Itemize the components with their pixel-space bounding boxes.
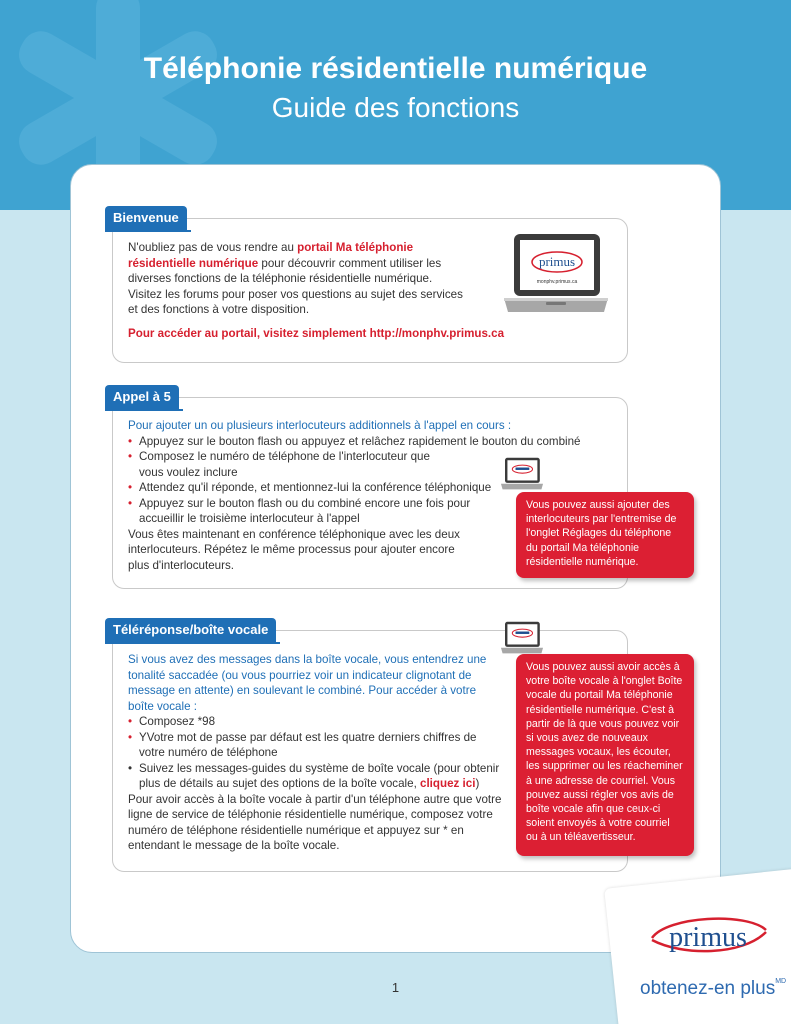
- appel-content: [128, 418, 581, 573]
- laptop-icon: [498, 621, 546, 655]
- bullet3-text-a: Suivez les messages-guides du système de boîte vocale (pour obtenir plus de détails au sujet des options de la boîte vocale,: [139, 761, 500, 790]
- cliquez-ici-link[interactable]: cliquez ici: [420, 777, 476, 790]
- boite-vocale-intro: Si vous avez des messages dans la boîte vocale, vous entendrez une tonalité saccadée (ou vous pourriez voir un indicateur clignotant de message en attente) en soulevant le combiné. Pour accéder à votre boîte vocale :: [128, 653, 487, 713]
- bullet3-text-b: ): [475, 777, 480, 790]
- portal-url-line[interactable]: Pour accéder au portail, visitez simplement http://monphv.primus.ca: [128, 327, 505, 340]
- bienvenue-text-b: pour découvrir comment utiliser les diverses fonctions de la téléphonie résidentielle numérique.: [128, 256, 442, 285]
- appel-note: Vous pouvez aussi ajouter des interlocuteurs par l'entremise de l'onglet Réglages du téléphone du portail Ma téléphonie résidentielle numérique.: [516, 492, 694, 578]
- list-item: [128, 761, 503, 792]
- boite-vocale-content: [128, 652, 503, 854]
- page-title: Téléphonie résidentielle numérique: [143, 52, 648, 85]
- tagline-mark: MD: [775, 978, 787, 985]
- laptop-icon: [500, 232, 612, 316]
- bienvenue-forums-text: Visitez les forums pour poser vos questions au sujet des services et des fonctions à votre disposition.: [128, 287, 463, 316]
- appel-outro: Vous êtes maintenant en conférence téléphonique avec les deux interlocuteurs. Répétez le même processus pour ajouter encore plus d'interlocuteurs.: [128, 527, 460, 572]
- primus-logo: [642, 910, 772, 960]
- list-item: • Appuyez sur le bouton flash ou appuyez et relâchez rapidement le bouton du combiné: [128, 434, 598, 450]
- bienvenue-text-a: N'oubliez pas de vous rendre au: [128, 241, 298, 254]
- list-item: • Composez le numéro de téléphone de l'interlocuteur que vous voulez inclure: [128, 449, 438, 480]
- tab-appel: Appel à 5: [105, 385, 179, 409]
- boite-vocale-note: Vous pouvez aussi avoir accès à votre boîte vocale à l'onglet Boîte vocale du portail Ma téléphonie résidentielle numérique. C'est à partir de là que vous pouvez voir si vous avez de nouveaux messages vocaux, les écouter, les supprimer ou les réacheminer à une adresse de courriel. Vous pouvez aussi régler vos avis de boîte vocale afin que ceux-ci soient envoyés à votre courriel ou à un téléavertisseur.: [516, 654, 694, 856]
- tagline-text: obtenez-en plus: [640, 978, 776, 999]
- list-item: • YVotre mot de passe par défaut est les quatre derniers chiffres de votre numéro de téléphone: [128, 730, 503, 761]
- boite-vocale-outro: Pour avoir accès à la boîte vocale à partir d'un téléphone autre que votre ligne de service de téléphonie résidentielle numérique, composez votre numéro de téléphone résidentielle numérique et appuyez sur * en entendant le message de la boîte vocale.: [128, 792, 502, 852]
- appel-list: [128, 434, 581, 527]
- page-subtitle: Guide des fonctions: [271, 92, 520, 123]
- page-number: 1: [391, 980, 400, 995]
- laptop-icon: [498, 457, 546, 491]
- laptop-logo: primus: [538, 254, 576, 269]
- laptop-url: monphv.primus.ca: [536, 279, 578, 285]
- appel-intro: Pour ajouter un ou plusieurs interlocuteurs additionnels à l'appel en cours :: [128, 419, 512, 432]
- bienvenue-paragraph: [128, 240, 473, 318]
- list-item: • Composez *98: [128, 714, 503, 730]
- portal-link[interactable]: portail Ma téléphonie résidentielle numérique: [128, 241, 414, 270]
- boite-vocale-list: [128, 714, 503, 792]
- svg-text:primus: primus: [669, 922, 747, 953]
- list-item: • Attendez qu'il réponde, et mentionnez-lui la conférence téléphonique: [128, 480, 508, 496]
- tab-bienvenue: Bienvenue: [105, 206, 187, 230]
- list-item: • Appuyez sur le bouton flash ou du combiné encore une fois pour accueillir le troisième interlocuteur à l'appel: [128, 496, 483, 527]
- tab-boite-vocale: Téléréponse/boîte vocale: [105, 618, 276, 642]
